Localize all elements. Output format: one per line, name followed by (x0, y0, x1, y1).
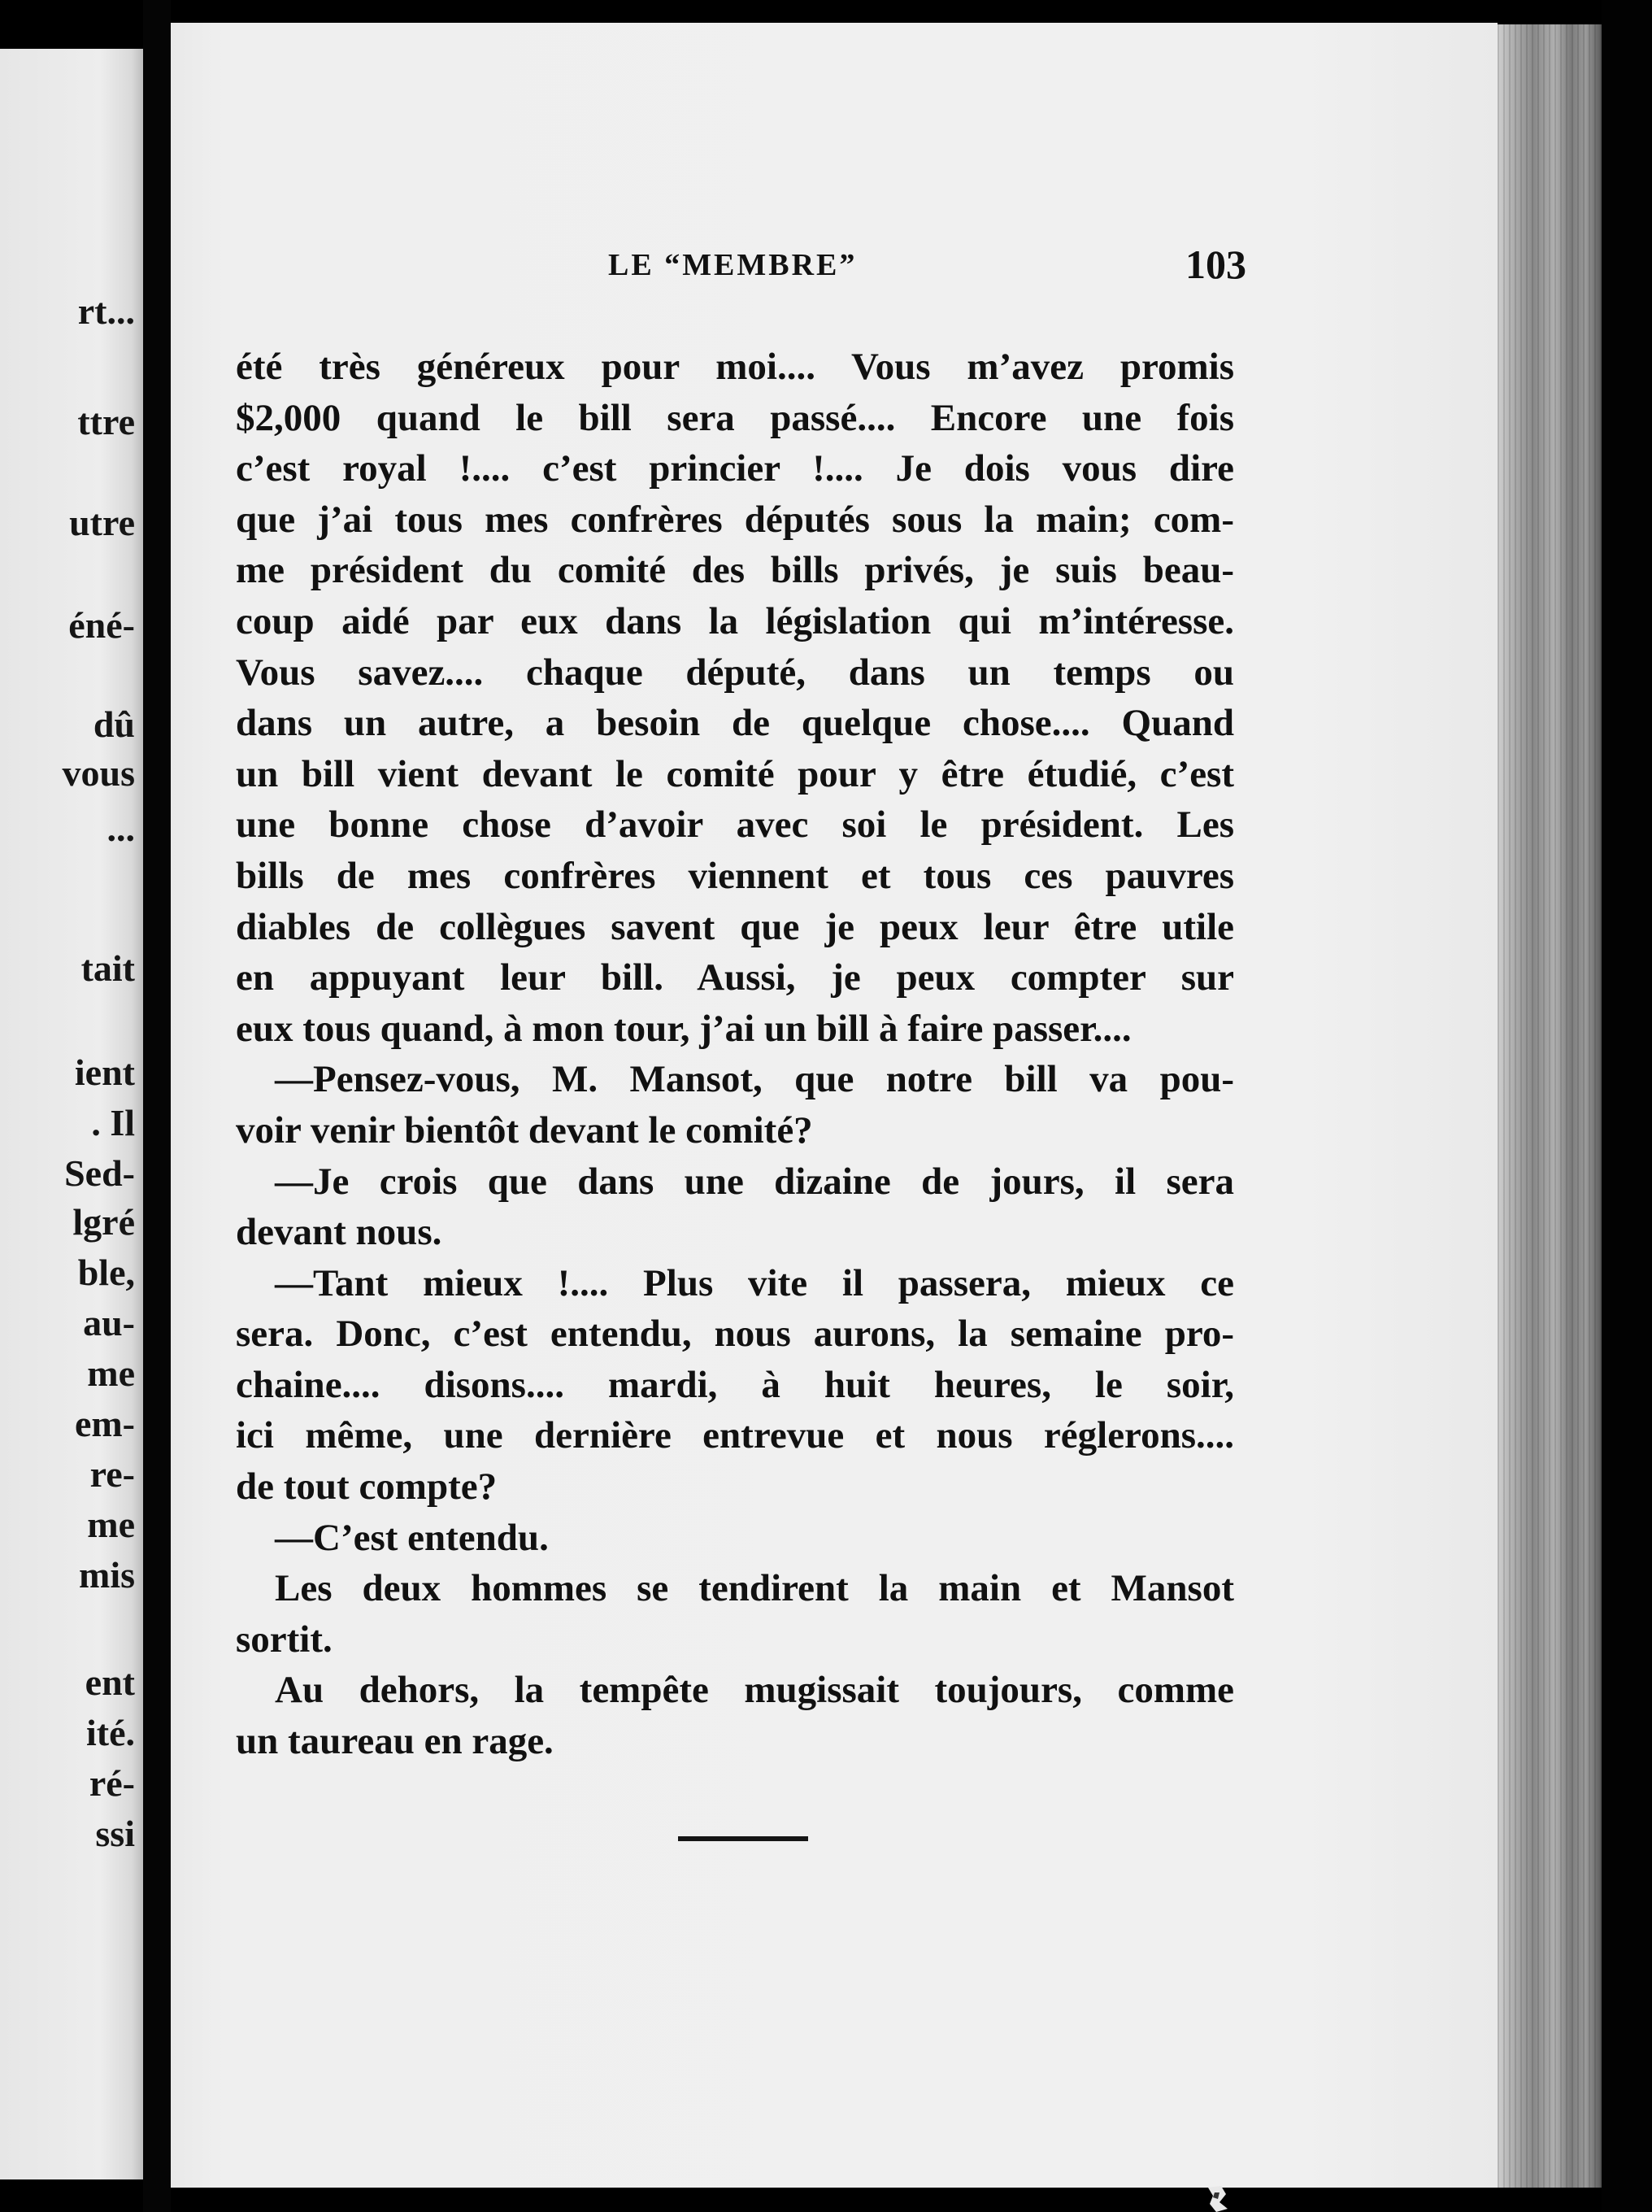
scan-speck-mark (1203, 2186, 1255, 2212)
running-head (171, 241, 1498, 298)
left-page-fragment: Sed- (64, 1152, 135, 1194)
text-line: chaine.... disons.... mardi, à huit heures, le soir, (236, 1363, 1234, 1406)
left-page-fragment: utre (69, 502, 135, 543)
left-page-fragment: vous (62, 752, 135, 794)
text-line: un bill vient devant le comité pour y être étudié, c’est (236, 752, 1234, 795)
text-line: voir venir bientôt devant le comité? (236, 1108, 813, 1152)
left-page-fragment: ssi (95, 1813, 135, 1854)
left-page-fragment: re- (89, 1453, 135, 1495)
left-page-fragment: tait (80, 947, 135, 989)
text-line: —Tant mieux !.... Plus vite il passera, mieux ce (275, 1261, 1234, 1304)
text-line: —Je crois que dans une dizaine de jours, il sera (275, 1160, 1234, 1203)
text-line: devant nous. (236, 1211, 442, 1254)
left-page-fragment: éné- (68, 604, 135, 646)
left-page-fragment: ble, (77, 1252, 135, 1293)
left-page-fragment: ... (107, 808, 135, 849)
left-page-fragment: em- (74, 1403, 135, 1444)
left-page-fragment: ré- (89, 1762, 135, 1804)
left-page-fragment: mis (79, 1554, 135, 1596)
text-line: $2,000 quand le bill sera passé.... Encore une fois (236, 396, 1234, 439)
section-end-rule (678, 1836, 808, 1841)
left-facing-page (0, 49, 143, 2179)
text-line: un taureau en rage. (236, 1720, 554, 1763)
left-page-fragment: rt... (77, 290, 135, 332)
scan-border-right (1602, 0, 1652, 2212)
text-line: de tout compte? (236, 1465, 498, 1509)
text-line: dans un autre, a besoin de quelque chose.... Quand (236, 702, 1234, 745)
left-page-fragment: ttre (77, 401, 135, 442)
text-line: —C’est entendu. (275, 1516, 549, 1559)
page-number: 103 (1185, 242, 1246, 287)
text-line: ici même, une dernière entrevue et nous réglerons.... (236, 1414, 1234, 1457)
left-page-fragment: me (87, 1504, 135, 1545)
text-line: sortit. (236, 1618, 333, 1661)
text-line: que j’ai tous mes confrères députés sous la main; com- (236, 498, 1234, 541)
running-head-title: LE “MEMBRE” (608, 248, 858, 282)
text-line: été très généreux pour moi.... Vous m’avez promis (236, 346, 1234, 388)
page-edges (1498, 24, 1602, 2188)
left-page-fragment: ient (74, 1052, 135, 1093)
body-text (236, 342, 1234, 1767)
text-line: Au dehors, la tempête mugissait toujours, comme (275, 1669, 1234, 1712)
left-page-fragment: dû (93, 703, 135, 745)
scan-border-top (0, 0, 1652, 23)
text-line: sera. Donc, c’est entendu, nous aurons, la semaine pro- (236, 1313, 1234, 1356)
text-line: me président du comité des bills privés, je suis beau- (236, 549, 1234, 592)
text-line: une bonne chose d’avoir avec soi le président. Les (236, 803, 1234, 847)
left-page-fragment: au- (83, 1302, 135, 1343)
left-page-fragment: ent (85, 1661, 135, 1703)
left-page-fragment: me (87, 1352, 135, 1394)
book-gutter (143, 0, 171, 2212)
text-line: coup aidé par eux dans la législation qui m’intéresse. (236, 599, 1234, 642)
text-line: Vous savez.... chaque député, dans un temps ou (236, 651, 1234, 694)
text-line: c’est royal !.... c’est princier !.... Je dois vous dire (236, 447, 1234, 490)
text-line: eux tous quand, à mon tour, j’ai un bill à faire passer.... (236, 1007, 1132, 1050)
text-line: diables de collègues savent que je peux leur être utile (236, 905, 1234, 948)
text-line: —Pensez-vous, M. Mansot, que notre bill va pou- (275, 1058, 1234, 1101)
page-edge-lines (1498, 24, 1602, 2188)
text-line: Les deux hommes se tendirent la main et Mansot (275, 1567, 1234, 1610)
text-line: bills de mes confrères viennent et tous ces pauvres (236, 854, 1234, 897)
right-page (171, 23, 1498, 2188)
left-page-fragment: . Il (91, 1102, 135, 1143)
left-page-fragment: lgré (72, 1201, 135, 1243)
text-line: en appuyant leur bill. Aussi, je peux compter sur (236, 956, 1234, 999)
left-page-fragment: ité. (85, 1712, 135, 1753)
